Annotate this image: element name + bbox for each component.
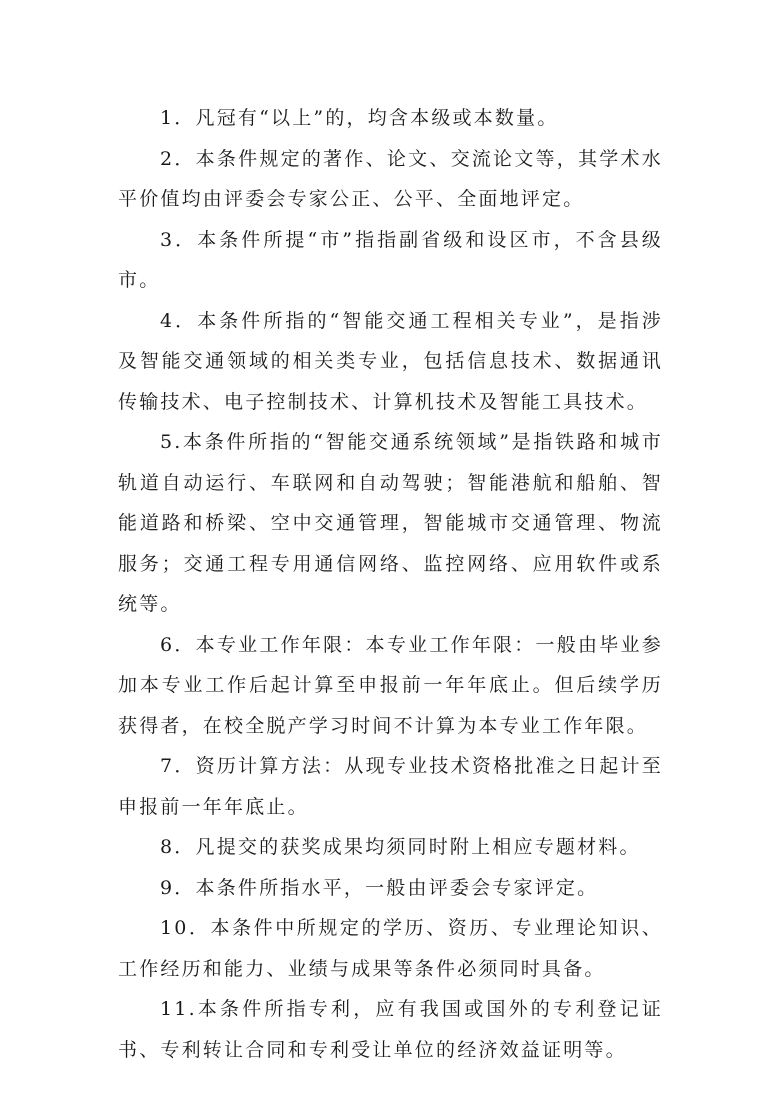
note-8: 8．凡提交的获奖成果均须同时附上相应专题材料。 xyxy=(160,836,641,858)
notes-list xyxy=(118,98,663,1070)
note-6: 6．本专业工作年限：本专业工作年限：一般由毕业参加本专业工作后起计算至申报前一年年底止。但后续学历获得者，在校全脱产学习时间不计算为本专业工作年限。 xyxy=(118,633,663,737)
note-10: 10．本条件中所规定的学历、资历、专业理论知识、工作经历和能力、业绩与成果等条件必须同时具备。 xyxy=(118,917,663,980)
note-9: 9．本条件所指水平，一般由评委会专家评定。 xyxy=(160,876,599,899)
note-11: 11.本条件所指专利，应有我国或国外的专利登记证书、专利转让合同和专利受让单位的经济效益证明等。 xyxy=(118,998,663,1061)
note-3: 3．本条件所提“市”指指副省级和设区市，不含县级市。 xyxy=(118,228,663,291)
note-5: 5.本条件所指的“智能交通系统领域”是指铁路和城市轨道自动运行、车联网和自动驾驶；智能港航和船舶、智能道路和桥梁、空中交通管理，智能城市交通管理、物流服务；交通工程专用通信网络、监控网络、应用软件或系统等。 xyxy=(118,431,663,615)
note-7: 7．资历计算方法：从现专业技术资格批准之日起计至申报前一年年底止。 xyxy=(118,755,663,818)
note-2: 2．本条件规定的著作、论文、交流论文等，其学术水平价值均由评委会专家公正、公平、全面地评定。 xyxy=(118,147,663,210)
note-4: 4．本条件所指的“智能交通工程相关专业”，是指涉及智能交通领域的相关类专业，包括信息技术、数据通讯传输技术、电子控制技术、计算机技术及智能工具技术。 xyxy=(118,309,663,413)
note-1: 1．凡冠有“以上”的，均含本级或本数量。 xyxy=(160,107,559,129)
